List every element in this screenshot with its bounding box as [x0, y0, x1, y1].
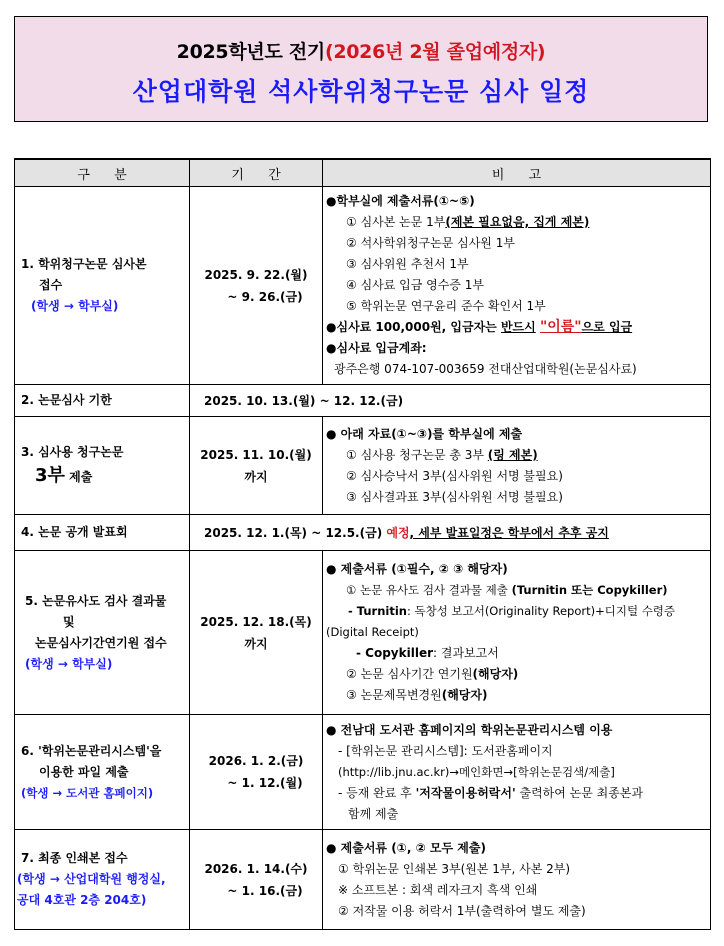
table-row — [15, 715, 711, 830]
row4-period-dates: 2025. 12. 1.(목) ~ 12.5.(금) — [204, 526, 387, 540]
row5-line1-tools: (Turnitin 또는 Copykiller) — [511, 583, 668, 597]
row7-remarks-heading: ● 제출서류 (①, ② 모두 제출) — [326, 840, 486, 855]
row1-period-line1: 2025. 9. 22.(월) — [204, 267, 308, 282]
row3-category — [15, 417, 190, 515]
table-row — [15, 515, 711, 551]
row3-period-line1: 2025. 11. 10.(월) — [200, 447, 312, 462]
row5-copykiller: - Copykiller — [356, 646, 433, 660]
row6-license-form: '저작물이용허락서' — [415, 785, 516, 800]
row1-category-line1: 1. 학위청구논문 심사본 — [21, 257, 147, 271]
row5-period-line1: 2025. 12. 18.(목) — [200, 614, 312, 629]
row1-category — [15, 187, 190, 385]
header-category: 구 분 — [15, 159, 190, 187]
row6-line3c: 출력하여 논문 최종본과 — [515, 785, 644, 800]
header-period: 기 간 — [190, 159, 323, 187]
row6-line3a: - 등재 완료 후 — [338, 785, 416, 800]
row5-period-line2: 까지 — [244, 636, 268, 651]
row3-item1-note: (링 제본) — [487, 447, 538, 462]
row1-fee-tail: 으로 입금 — [581, 320, 633, 334]
row7-softcover-note: ※ 소프트본 : 회색 레자크지 흑색 인쇄 — [338, 882, 538, 897]
row5-title-change: ③ 논문제목변경원 — [346, 688, 442, 702]
row5-line1: ① 논문 유사도 검사 결과물 제출 — [346, 583, 508, 597]
row6-line4: 함께 제출 — [348, 806, 399, 821]
row1-account-heading: ●심사료 입금계좌: — [326, 341, 427, 355]
table-row — [15, 551, 711, 715]
row1-item1-note: (제본 필요없음, 집게 제본) — [445, 215, 590, 229]
title-graduation-note: (2026년 2월 졸업예정자) — [324, 41, 546, 63]
row1-fee-must: 반드시 — [500, 320, 536, 334]
row4-period — [190, 515, 711, 551]
table-row — [15, 187, 711, 385]
row1-item4: ④ 심사료 입금 영수증 1부 — [346, 278, 484, 292]
row6-period — [190, 715, 323, 830]
row3-period-line2: 까지 — [244, 469, 268, 484]
row5-turnitin-desc: : 독창성 보고서(Originality Report)+디지털 수령증 — [406, 604, 676, 618]
row1-fee-text: ●심사료 100,000원, 입금자는 — [326, 320, 501, 334]
row5-copykiller-desc: : 결과보고서 — [433, 646, 499, 660]
row7-period-line2: ~ 1. 16.(금) — [227, 883, 303, 898]
row7-remarks — [323, 830, 711, 930]
row5-category-line1: 5. 논문유사도 검사 결과물 — [25, 593, 167, 608]
row3-item1: ① 심사용 청구논문 총 3부 — [346, 447, 488, 462]
row6-category-note: (학생 → 도서관 홈페이지) — [21, 785, 154, 800]
row5-title-change-note: (해당자) — [441, 688, 488, 702]
row3-period — [190, 417, 323, 515]
row6-period-line2: ~ 1. 12.(월) — [227, 776, 303, 790]
row5-period — [190, 551, 323, 715]
row1-period-line2: ~ 9. 26.(금) — [227, 289, 303, 304]
row5-category — [15, 551, 190, 715]
row6-remarks — [323, 715, 711, 830]
table-row — [15, 417, 711, 515]
title-banner — [14, 16, 708, 122]
row2-period: 2025. 10. 13.(월) ~ 12. 12.(금) — [190, 385, 711, 417]
schedule-table — [14, 158, 711, 930]
row3-item3: ③ 심사결과표 3부(심사위원 서명 불필요) — [346, 489, 563, 504]
row5-extension: ② 논문 심사기간 연기원 — [346, 667, 473, 681]
row3-remarks-heading: ● 아래 자료(①~③)를 학부실에 제출 — [326, 426, 523, 441]
row1-item3: ③ 심사위원 추천서 1부 — [346, 257, 469, 271]
row3-remarks — [323, 417, 711, 515]
row2-category: 2. 논문심사 기한 — [15, 385, 190, 417]
row6-category-line1: 6. '학위논문관리시스템'을 — [21, 743, 162, 758]
row6-category-line2: 이용한 파일 제출 — [39, 764, 129, 779]
title-line1 — [15, 37, 707, 64]
row3-category-count: 3부 — [35, 464, 65, 486]
row5-turnitin: - Turnitin — [348, 604, 407, 618]
row1-category-line2: 접수 — [39, 278, 63, 292]
row3-category-line1: 3. 심사용 청구논문 — [21, 444, 124, 459]
title-prefix: 2025학년도 전기 — [176, 41, 325, 63]
row1-remarks-heading: ●학부실에 제출서류(①~⑤) — [326, 194, 475, 208]
row5-category-note: (학생 → 학부실) — [25, 656, 113, 671]
row1-item2: ② 석사학위청구논문 심사원 1부 — [346, 236, 515, 250]
row1-item1: ① 심사본 논문 1부 — [346, 215, 446, 229]
row5-extension-note: (해당자) — [472, 667, 519, 681]
row6-period-line1: 2026. 1. 2.(금) — [208, 754, 304, 768]
row5-category-line2: 및 — [63, 614, 75, 629]
row1-remarks — [323, 187, 711, 385]
page-title: 산업대학원 석사학위청구논문 심사 일정 — [132, 77, 590, 106]
table-header-row — [15, 159, 711, 187]
row7-period-line1: 2026. 1. 14.(수) — [204, 861, 308, 876]
table-row — [15, 385, 711, 417]
row7-category-line1: 7. 최종 인쇄본 접수 — [21, 851, 128, 865]
row7-category — [15, 830, 190, 930]
row7-item2: ② 저작물 이용 허락서 1부(출력하여 별도 제출) — [338, 903, 586, 918]
row5-turnitin-receipt: (Digital Receipt) — [326, 625, 419, 639]
row7-period — [190, 830, 323, 930]
row1-account: 광주은행 074-107-003659 전대산업대학원(논문심사료) — [334, 362, 637, 376]
row5-remarks-heading: ● 제출서류 (①필수, ② ③ 해당자) — [326, 562, 508, 576]
row3-category-tail: 제출 — [69, 469, 93, 484]
row1-period — [190, 187, 323, 385]
header-remarks: 비 고 — [323, 159, 711, 187]
row7-category-note2: 공대 4호관 2층 204호) — [17, 893, 147, 907]
row6-library-url: (http://lib.jnu.ac.kr)→메인화면→[학위논문검색/제출] — [338, 764, 615, 779]
row3-item2: ② 심사승낙서 3부(심사위원 서명 불필요) — [346, 468, 563, 483]
row5-category-line3: 논문심사기간연기원 접수 — [35, 635, 167, 650]
row1-fee-name: "이름" — [539, 319, 582, 335]
row4-period-note: , 세부 발표일정은 학부에서 추후 공지 — [409, 526, 609, 540]
row4-category: 4. 논문 공개 발표회 — [15, 515, 190, 551]
row6-category — [15, 715, 190, 830]
row5-remarks — [323, 551, 711, 715]
row7-item1: ① 학위논문 인쇄본 3부(원본 1부, 사본 2부) — [338, 861, 571, 876]
row4-period-tentative: 예정 — [386, 526, 410, 540]
row6-line1: - [학위논문 관리시스템]: 도서관홈페이지 — [338, 743, 553, 758]
row6-remarks-heading: ● 전남대 도서관 홈페이지의 학위논문관리시스템 이용 — [326, 722, 613, 737]
row1-item5: ⑤ 학위논문 연구윤리 준수 확인서 1부 — [346, 299, 546, 313]
row7-category-note1: (학생 → 산업대학원 행정실, — [17, 872, 166, 886]
row1-category-note: (학생 → 학부실) — [31, 299, 119, 313]
table-row — [15, 830, 711, 930]
